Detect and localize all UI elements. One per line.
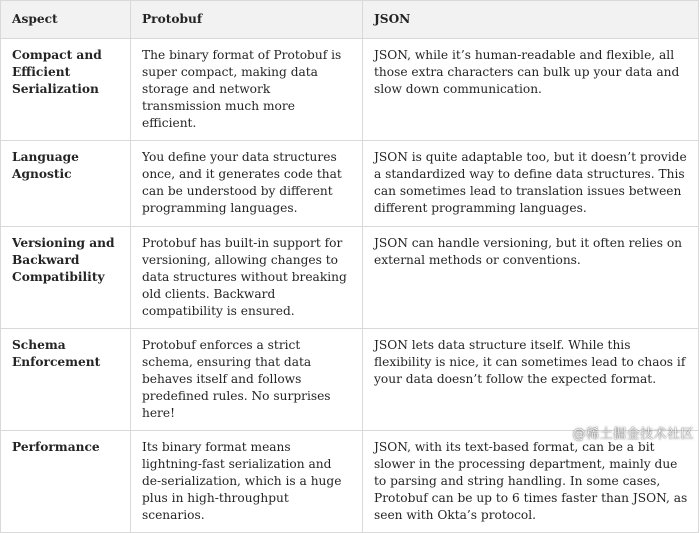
table-header-row: [1, 1, 699, 39]
json-cell: JSON is quite adaptable too, but it doesn’t provide a standardized way to define data structures. This can sometimes lead to translation issues between different programming languages.: [363, 141, 699, 227]
table-row: [1, 227, 699, 329]
protobuf-cell: Protobuf has built-in support for versioning, allowing changes to data structures without breaking old clients. Backward compatibility is ensured.: [131, 227, 363, 329]
protobuf-cell: The binary format of Protobuf is super compact, making data storage and network transmission much more efficient.: [131, 39, 363, 141]
table-row: [1, 141, 699, 227]
table-row: [1, 431, 699, 533]
json-cell: JSON, with its text-based format, can be a bit slower in the processing department, mainly due to parsing and string handling. In some cases, Protobuf can be up to 6 times faster than JSON, as seen with Okta’s protocol.: [363, 431, 699, 533]
header-json: JSON: [363, 1, 699, 39]
aspect-cell: Performance: [1, 431, 131, 533]
aspect-cell: Schema Enforcement: [1, 329, 131, 431]
header-protobuf: Protobuf: [131, 1, 363, 39]
json-cell: JSON, while it’s human-readable and flexible, all those extra characters can bulk up your data and slow down communication.: [363, 39, 699, 141]
json-cell: JSON can handle versioning, but it often relies on external methods or conventions.: [363, 227, 699, 329]
json-cell: JSON lets data structure itself. While this flexibility is nice, it can sometimes lead to chaos if your data doesn’t follow the expected format.: [363, 329, 699, 431]
table-row: [1, 329, 699, 431]
header-aspect: Aspect: [1, 1, 131, 39]
watermark-text: @稀土掘金技术社区: [572, 427, 694, 442]
protobuf-cell: You define your data structures once, and it generates code that can be understood by different programming languages.: [131, 141, 363, 227]
aspect-cell: Language Agnostic: [1, 141, 131, 227]
protobuf-cell: Its binary format means lightning-fast serialization and de-serialization, which is a huge plus in high-throughput scenarios.: [131, 431, 363, 533]
aspect-cell: Compact and Efficient Serialization: [1, 39, 131, 141]
aspect-cell: Versioning and Backward Compatibility: [1, 227, 131, 329]
protobuf-cell: Protobuf enforces a strict schema, ensuring that data behaves itself and follows predefined rules. No surprises here!: [131, 329, 363, 431]
table-row: [1, 39, 699, 141]
